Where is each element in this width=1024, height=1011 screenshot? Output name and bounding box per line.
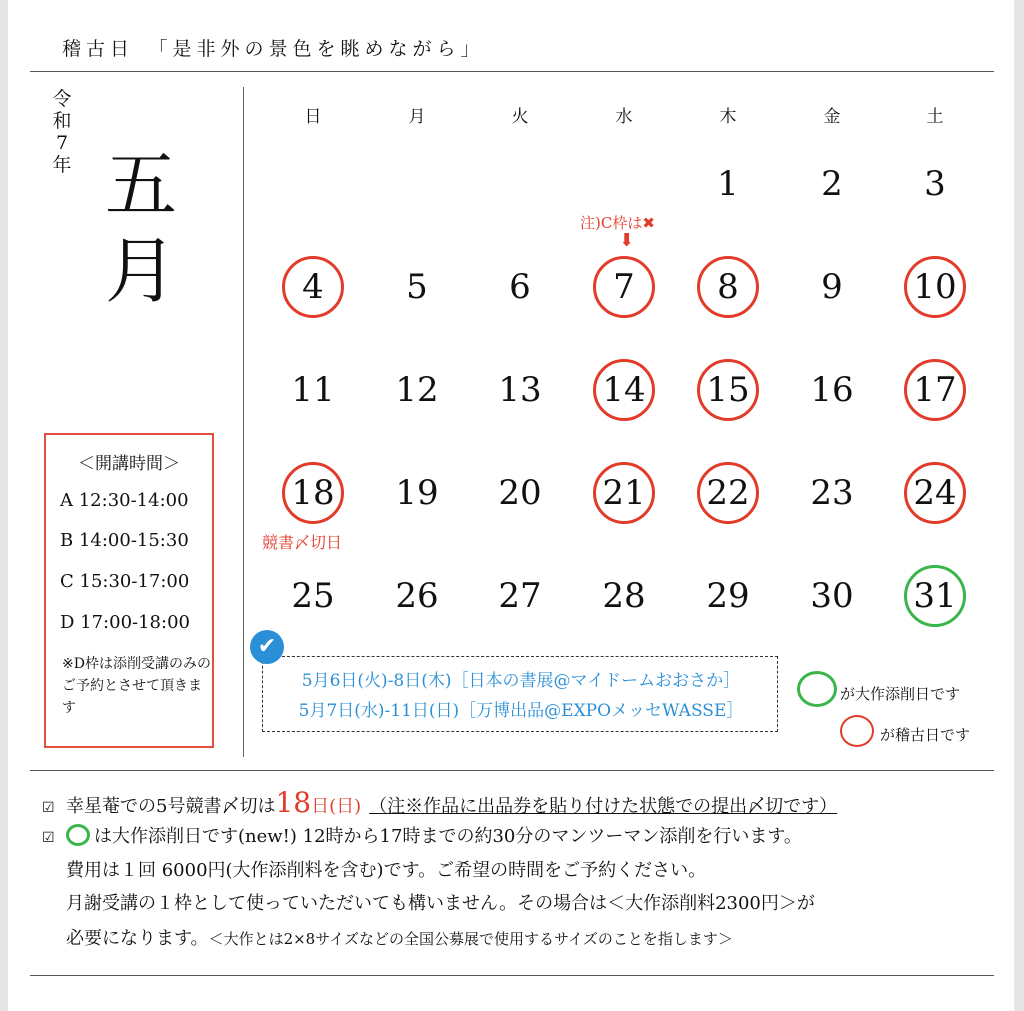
note-taisaku	[42, 822, 802, 848]
calendar-day: 22	[706, 473, 750, 513]
time-slot-d: D 17:00-18:00	[60, 612, 190, 633]
note-fee: 費用は１回 6000円(大作添削料を含む)です。ご希望の時間をご予約ください。	[66, 860, 707, 881]
deadline-note: 競書〆切日	[262, 533, 343, 552]
deadline-caution: （注※作品に出品券を貼り付けた状態での提出〆切です）	[369, 796, 838, 817]
page-title: 稽古日 「是非外の景色を眺めながら」	[62, 38, 485, 60]
calendar-day: 8	[717, 267, 739, 307]
note-required-text: 必要になります。	[66, 928, 209, 949]
legend-taisaku: が大作添削日です	[840, 685, 961, 703]
class-hours-title: ＜開講時間＞	[78, 454, 180, 474]
calendar-day: 2	[821, 164, 843, 204]
note-taisaku-text: は大作添削日です(new!) 12時から17時までの約30分のマンツーマン添削を行います。	[94, 826, 802, 847]
month-label: 五 月	[104, 143, 177, 313]
calendar-day: 31	[913, 576, 957, 616]
calendar-day: 14	[602, 370, 646, 410]
calendar-day: 24	[913, 473, 957, 513]
weekday-header: 月	[408, 107, 426, 127]
weekday-header: 日	[304, 107, 322, 127]
page-edge-left	[0, 0, 8, 1011]
divider-middle	[30, 770, 994, 771]
deadline-day-suffix: 日(日)	[311, 796, 362, 817]
green-circle-icon	[66, 824, 90, 846]
calendar-day: 17	[913, 370, 957, 410]
era-label	[50, 88, 74, 176]
calendar-day: 16	[810, 370, 854, 410]
calendar-day: 9	[821, 267, 843, 307]
calendar-day: 11	[291, 370, 335, 410]
calendar-day: 10	[913, 267, 957, 307]
calendar-day: 4	[302, 267, 324, 307]
event-line-1: 5月6日(火)-8日(木)［日本の書展@マイドームおおさか］	[301, 671, 741, 691]
event-line-2: 5月7日(水)-11日(日)［万博出品@EXPOメッセWASSE］	[298, 701, 744, 721]
calendar-day: 21	[602, 473, 646, 513]
calendar-day: 27	[498, 576, 542, 616]
green-circle-icon	[797, 671, 837, 707]
calendar-day: 6	[509, 267, 531, 307]
time-slot-a: A 12:30-14:00	[60, 490, 189, 511]
weekday-header: 金	[823, 107, 841, 127]
calendar-day: 30	[810, 576, 854, 616]
note-size-definition: ＜大作とは2×8サイズなどの全国公募展で使用するサイズのことを指します＞	[208, 930, 733, 948]
era-char: 和	[52, 110, 72, 132]
era-char: 令	[52, 88, 72, 110]
calendar-day: 13	[498, 370, 542, 410]
down-arrow-icon: ⬇	[619, 230, 635, 251]
calendar-day: 23	[810, 473, 854, 513]
note-tuition: 月謝受講の１枠として使っていただいても構いません。その場合は＜大作添削料2300円＞が	[66, 893, 815, 914]
divider-vertical	[243, 87, 244, 757]
weekday-header: 土	[926, 107, 944, 127]
class-hours-box	[44, 433, 214, 748]
era-char: 年	[52, 154, 72, 176]
deadline-day: 18	[275, 786, 312, 819]
page-edge-right	[1014, 0, 1024, 1011]
divider-bottom	[30, 975, 994, 976]
weekday-header: 火	[511, 107, 529, 127]
checkbox-icon: ☑	[42, 800, 55, 816]
calendar-day: 18	[291, 473, 335, 513]
calendar-day: 12	[395, 370, 439, 410]
calendar-day: 26	[395, 576, 439, 616]
note-deadline	[42, 786, 837, 819]
calendar-day: 25	[291, 576, 335, 616]
note-required	[66, 924, 733, 950]
calendar-day: 5	[406, 267, 428, 307]
class-hours-note: ※D枠は添削受講のみのご予約とさせて頂きます	[62, 656, 211, 716]
events-box	[262, 656, 778, 732]
calendar-day: 29	[706, 576, 750, 616]
calendar-day: 1	[717, 164, 739, 204]
note-deadline-text: 幸星菴での5号競書〆切は	[66, 796, 276, 817]
legend-keiko: が稽古日です	[880, 726, 971, 744]
calendar-day: 28	[602, 576, 646, 616]
checkbox-icon: ☑	[42, 830, 55, 846]
era-char: 7	[55, 132, 69, 154]
red-circle-icon	[840, 715, 874, 747]
weekday-header: 水	[615, 107, 633, 127]
time-slot-c: C 15:30-17:00	[60, 571, 190, 592]
weekday-header: 木	[719, 107, 737, 127]
time-slot-b: B 14:00-15:30	[60, 530, 189, 551]
calendar-day: 20	[498, 473, 542, 513]
calendar-day: 15	[706, 370, 750, 410]
calendar-day: 3	[924, 164, 946, 204]
check-icon: ✔	[250, 630, 284, 664]
c-slot-unavailable-note: 注)C枠は✖	[580, 214, 655, 232]
calendar-day: 19	[395, 473, 439, 513]
divider-top	[30, 71, 994, 72]
calendar-day: 7	[613, 267, 635, 307]
